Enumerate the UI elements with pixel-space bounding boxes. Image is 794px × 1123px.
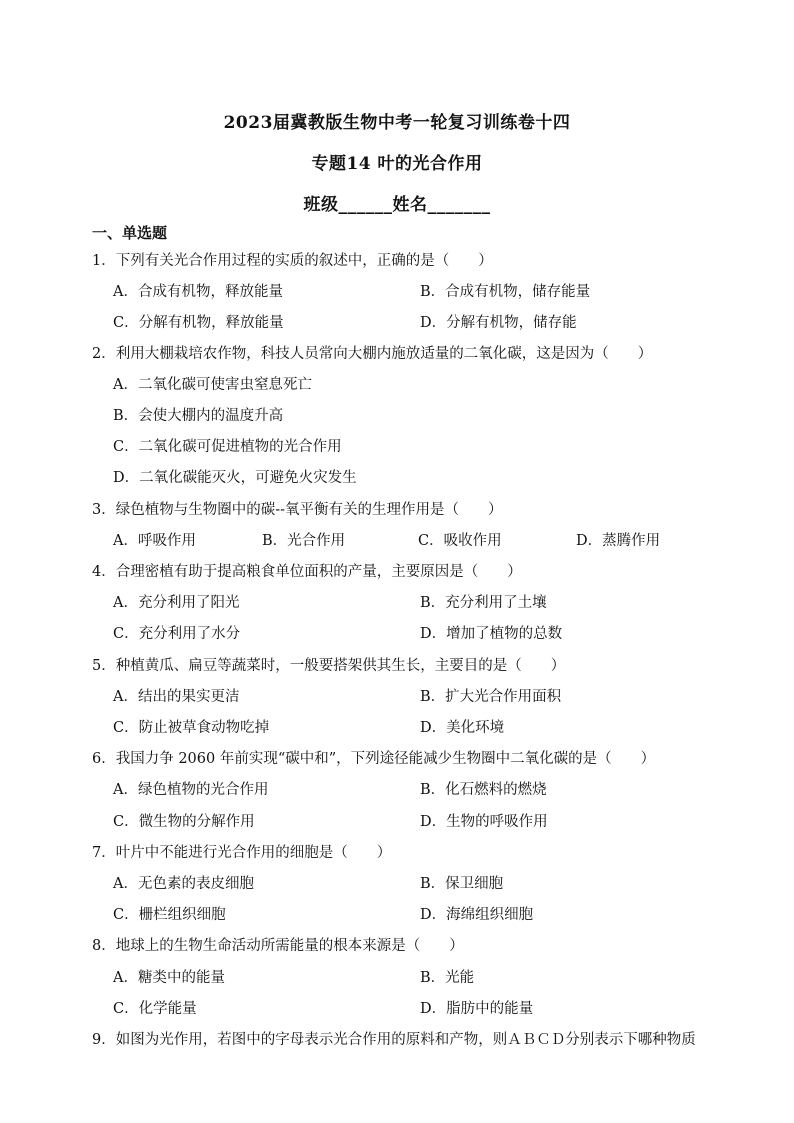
question-7-stem: 7．叶片中不能进行光合作用的细胞是（ ） xyxy=(92,845,392,861)
question-6-stem: 6．我国力争 2060 年前实现“碳中和”，下列途径能减少生物圈中二氧化碳的是（ ） xyxy=(92,751,656,767)
question-2-option-b: B．会使大棚内的温度升高 xyxy=(113,408,284,424)
question-3-option-d: D．蒸腾作用 xyxy=(576,533,661,549)
question-6-option-a: A．绿色植物的光合作用 xyxy=(113,782,269,798)
question-8-stem: 8．地球上的生物生命活动所需能量的根本来源是（ ） xyxy=(92,938,464,954)
question-2-stem: 2．利用大棚栽培农作物，科技人员常向大棚内施放适量的二氧化碳，这是因为（ ） xyxy=(92,346,653,362)
question-8-option-d: D．脂肪中的能量 xyxy=(420,1001,534,1017)
question-5-option-d: D．美化环境 xyxy=(420,720,505,736)
question-8-option-c: C．化学能量 xyxy=(113,1001,197,1017)
class-name-line: 班级______姓名_______ xyxy=(303,195,491,215)
question-3-option-b: B．光合作用 xyxy=(262,533,346,549)
question-1-option-d: D．分解有机物，储存能 xyxy=(420,315,577,331)
question-5-option-b: B．扩大光合作用面积 xyxy=(420,689,562,705)
question-7-option-d: D．海绵组织细胞 xyxy=(420,907,534,923)
question-1-option-a: A．合成有机物，释放能量 xyxy=(113,284,283,300)
question-4-option-d: D．增加了植物的总数 xyxy=(420,626,563,642)
question-3-option-a: A．呼吸作用 xyxy=(113,533,196,549)
question-9-stem: 9．如图为光作用，若图中的字母表示光合作用的原料和产物，则ＡＢＣＤ分别表示下哪种物质 xyxy=(92,1032,696,1048)
question-2-option-a: A．二氧化碳可使害虫窒息死亡 xyxy=(113,377,312,393)
question-8-option-b: B．光能 xyxy=(420,970,475,986)
question-1-stem: 1．下列有关光合作用过程的实质的叙述中，正确的是（ ） xyxy=(92,253,493,269)
question-4-option-b: B．充分利用了土壤 xyxy=(420,595,547,611)
question-1-option-c: C．分解有机物，释放能量 xyxy=(113,315,284,331)
question-1-option-b: B．合成有机物，储存能量 xyxy=(420,284,591,300)
question-6-option-c: C．微生物的分解作用 xyxy=(113,814,255,830)
question-6-option-d: D．生物的呼吸作用 xyxy=(420,814,548,830)
question-7-option-a: A．无色素的表皮细胞 xyxy=(113,876,254,892)
question-2-option-d: D．二氧化碳能灭火，可避免火灾发生 xyxy=(113,470,357,486)
question-4-option-a: A．充分利用了阳光 xyxy=(113,595,240,611)
question-6-option-b: B．化石燃料的燃烧 xyxy=(420,782,547,798)
question-5-option-c: C．防止被草食动物吃掉 xyxy=(113,720,270,736)
question-7-option-c: C．栅栏组织细胞 xyxy=(113,907,226,923)
question-5-stem: 5．种植黄瓜、扁豆等蔬菜时，一般要搭架供其生长，主要目的是（ ） xyxy=(92,658,566,674)
question-5-option-a: A．结出的果实更洁 xyxy=(113,689,240,705)
question-3-stem: 3．绿色植物与生物圈中的碳--氧平衡有关的生理作用是（ ） xyxy=(92,502,503,518)
question-7-option-b: B．保卫细胞 xyxy=(420,876,504,892)
section-title: 一、单选题 xyxy=(92,224,168,242)
question-3-option-c: C．吸收作用 xyxy=(418,533,502,549)
question-4-option-c: C．充分利用了水分 xyxy=(113,626,241,642)
exam-title: 2023届冀教版生物中考一轮复习训练卷十四 xyxy=(223,113,571,133)
question-2-option-c: C．二氧化碳可促进植物的光合作用 xyxy=(113,439,342,455)
question-4-stem: 4．合理密植有助于提高粮食单位面积的产量，主要原因是（ ） xyxy=(92,564,522,580)
question-8-option-a: A．糖类中的能量 xyxy=(113,970,225,986)
exam-subtitle: 专题14 叶的光合作用 xyxy=(311,154,483,174)
